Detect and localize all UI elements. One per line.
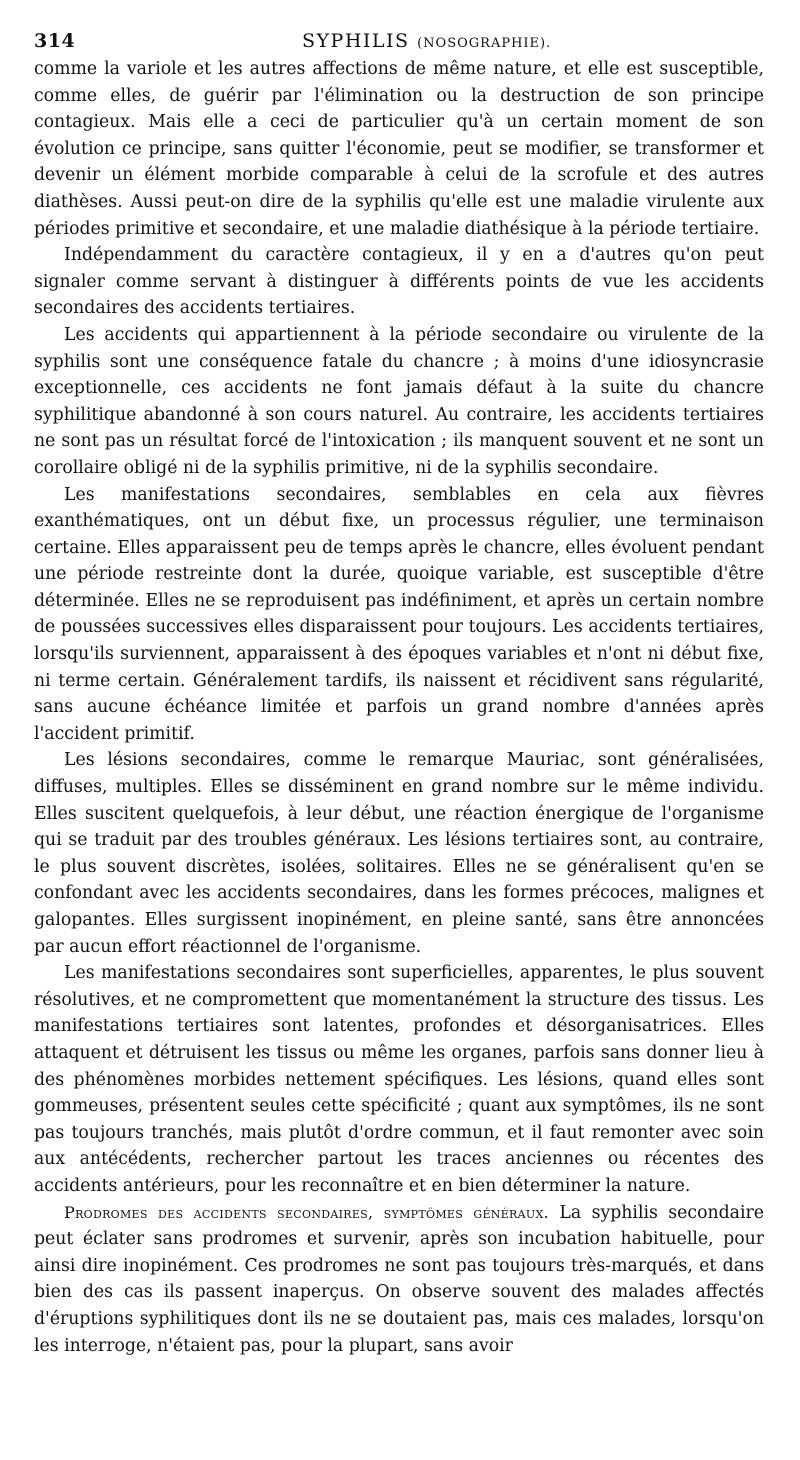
paragraph: Les manifestations secondaires, semblables en cela aux fièvres exanthématiques, ont un début fixe, un processus régulier, une terminaison certaine. Elles apparaissent peu de temps après le chancre, elles évoluent pendant une période restreinte dont la durée, quoique variable, est susceptible d'être déterminée. Elles ne se reproduisent pas indéfiniment, et après un certain nombre de poussées successives elles disparaissent pour toujours. Les accidents tertiaires, lorsqu'ils surviennent, apparaissent à des époques variables et n'ont ni début fixe, ni terme certain. Généralement tardifs, ils naissent et récidivent sans régularité, sans aucune échéance limitée et parfois un grand nombre d'années après l'accident primitif. — [34, 484, 764, 744]
running-title-subtitle: (NOSOGRAPHIE). — [417, 36, 552, 51]
paragraph: Les accidents qui appartiennent à la période secondaire ou virulente de la syphilis sont une conséquence fatale du chancre ; à moins d'une idiosyncrasie exceptionnelle, ces accidents ne font jamais défaut à la suite du chancre syphilitique abandonné à son cours naturel. Au contraire, les accidents tertiaires ne sont pas un résultat forcé de l'intoxication ; ils manquent souvent et ne sont un corollaire obligé ni de la syphilis primitive, ni de la syphilis secondaire. — [34, 324, 764, 478]
page-number: 314 — [34, 30, 76, 52]
body-text — [34, 56, 764, 1359]
paragraph: Indépendamment du caractère contagieux, il y en a d'autres qu'on peut signaler comme servant à distinguer à différents points de vue les accidents secondaires des accidents tertiaires. — [34, 245, 764, 319]
running-title-main: SYPHILIS — [302, 30, 410, 52]
paragraph-text: La syphilis secondaire peut éclater sans prodromes et survenir, après son incubation habituelle, pour ainsi dire inopinément. Ces prodromes ne sont pas toujours très-marqués, et dans bien des cas ils passent inaperçus. On observe souvent des malades affectés d'éruptions syphilitiques dont ils ne se doutaient pas, mais ces malades, lorsqu'on les interroge, n'étaient pas, pour la plupart, sans avoir — [34, 1202, 764, 1356]
running-head — [34, 22, 764, 56]
section-heading: Prodromes des accidents secondaires, symptômes généraux. — [64, 1202, 549, 1222]
paragraph: Les lésions secondaires, comme le remarque Mauriac, sont généralisées, diffuses, multiples. Elles se disséminent en grand nombre sur le même individu. Elles suscitent quelquefois, à leur début, une réaction énergique de l'organisme qui se traduit par des troubles généraux. Les lésions tertiaires sont, au contraire, le plus souvent discrètes, isolées, solitaires. Elles ne se généralisent qu'en se confondant avec les accidents secondaires, dans les formes précoces, malignes et galopantes. Elles surgissent inopinément, en pleine santé, sans être annoncées par aucun effort réactionnel de l'organisme. — [34, 750, 764, 957]
running-title — [302, 30, 551, 52]
paragraph-with-heading — [34, 1200, 764, 1360]
paragraph-continuation: comme la variole et les autres affections de même nature, et elle est susceptible, comme elles, de guérir par l'élimination ou la destruction de son principe contagieux. Mais elle a ceci de particulier qu'à un certain moment de son évolution ce principe, sans quitter l'économie, peut se modifier, se transformer et devenir un élément morbide comparable à celui de la scrofule et des autres diathèses. Aussi peut-on dire de la syphilis qu'elle est une maladie virulente aux périodes primitive et secondaire, et une maladie diathésique à la période tertiaire. — [34, 59, 764, 239]
paragraph: Les manifestations secondaires sont superficielles, apparentes, le plus souvent résolutives, et ne compromettent que momentanément la structure des tissus. Les manifestations tertiaires sont latentes, profondes et désorganisatrices. Elles attaquent et détruisent les tissus ou même les organes, parfois sans donner lieu à des phénomènes morbides nettement spécifiques. Les lésions, quand elles sont gommeuses, présentent seules cette spécificité ; quant aux symptômes, ils ne sont pas toujours tranchés, mais plutôt d'ordre commun, et il faut remonter avec soin aux antécédents, rechercher partout les traces anciennes ou récentes des accidents antérieurs, pour les reconnaître et en bien déterminer la nature. — [34, 963, 764, 1196]
